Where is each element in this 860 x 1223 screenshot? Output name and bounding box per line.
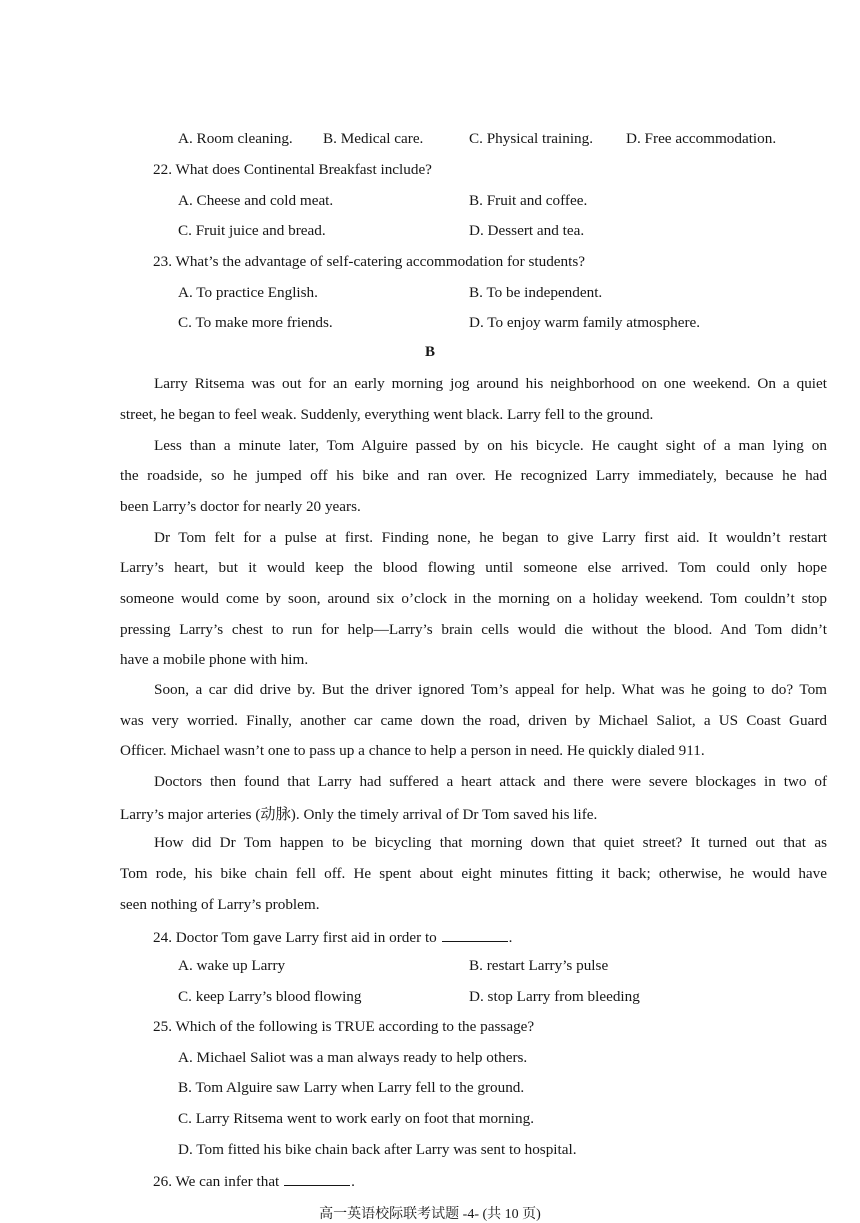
passage-line: been Larry’s doctor for nearly 20 years. [120, 498, 361, 515]
q26-stem [153, 1171, 355, 1191]
q24-option-c: C. keep Larry’s blood flowing [178, 988, 362, 1005]
q25-option-a: A. Michael Saliot was a man always ready to help others. [178, 1049, 528, 1066]
q21-option-b: B. Medical care. [323, 130, 424, 147]
answer-blank [442, 927, 508, 942]
page-footer: 高一英语校际联考试题 -4- (共 10 页) [319, 1207, 541, 1222]
q22-option-a: A. Cheese and cold meat. [178, 192, 334, 209]
q23-option-a: A. To practice English. [178, 284, 318, 301]
q25-stem: 25. Which of the following is TRUE according to the passage? [153, 1018, 535, 1035]
passage-line: How did Dr Tom happen to be bicycling that morning down that quiet street? It turned out that as [154, 834, 827, 851]
q25-option-c: C. Larry Ritsema went to work early on foot that morning. [178, 1110, 534, 1127]
q24-stem-text: 24. Doctor Tom gave Larry first aid in order to [153, 929, 437, 946]
q22-option-c: C. Fruit juice and bread. [178, 222, 326, 239]
q21-option-a: A. Room cleaning. [178, 130, 293, 147]
passage-line: Tom rode, his bike chain fell off. He spent about eight minutes fitting it back; otherwise, he would have [120, 865, 827, 882]
passage-line: someone would come by soon, around six o’clock in the morning on a holiday weekend. Tom couldn’t stop [120, 590, 827, 607]
q23-stem: 23. What’s the advantage of self-catering accommodation for students? [153, 253, 585, 270]
q26-stem-text: 26. We can infer that [153, 1173, 280, 1190]
q24-stem [153, 927, 512, 947]
answer-blank [284, 1171, 350, 1186]
q24-option-d: D. stop Larry from bleeding [469, 988, 640, 1005]
passage-line: was very worried. Finally, another car came down the road, driven by Michael Saliot, a US Coast Guard [120, 712, 827, 729]
q26-stem-end: . [351, 1173, 355, 1190]
passage-line: Soon, a car did drive by. But the driver ignored Tom’s appeal for help. What was he going to do? Tom [154, 681, 827, 698]
q25-option-d: D. Tom fitted his bike chain back after Larry was sent to hospital. [178, 1141, 577, 1158]
passage-line: Less than a minute later, Tom Alguire passed by on his bicycle. He caught sight of a man lying on [154, 437, 827, 454]
passage-line: Larry’s heart, but it would keep the blood flowing until someone else arrived. Tom could only hope [120, 559, 827, 576]
passage-line: street, he began to feel weak. Suddenly, everything went black. Larry fell to the ground. [120, 406, 654, 423]
q22-stem: 22. What does Continental Breakfast include? [153, 161, 432, 178]
passage-line: Dr Tom felt for a pulse at first. Finding none, he began to give Larry first aid. It wouldn’t restart [154, 529, 827, 546]
q21-option-c: C. Physical training. [469, 130, 594, 147]
q21-option-d: D. Free accommodation. [626, 130, 777, 147]
passage-line: pressing Larry’s chest to run for help—Larry’s brain cells would die without the blood. And Tom didn’t [120, 621, 827, 638]
passage-line: Doctors then found that Larry had suffered a heart attack and there were severe blockages in two of [154, 773, 827, 790]
q25-option-b: B. Tom Alguire saw Larry when Larry fell to the ground. [178, 1079, 525, 1096]
section-b-heading: B [424, 344, 435, 360]
q24-option-b: B. restart Larry’s pulse [469, 957, 609, 974]
q24-option-a: A. wake up Larry [178, 957, 286, 974]
q23-option-c: C. To make more friends. [178, 314, 333, 331]
q22-option-d: D. Dessert and tea. [469, 222, 585, 239]
q22-option-b: B. Fruit and coffee. [469, 192, 588, 209]
passage-line: the roadside, so he jumped off his bike and ran over. He recognized Larry immediately, because he had [120, 467, 827, 484]
passage-line: have a mobile phone with him. [120, 651, 309, 668]
passage-line: Larry’s major arteries (动脉). Only the timely arrival of Dr Tom saved his life. [120, 806, 598, 823]
passage-line: seen nothing of Larry’s problem. [120, 896, 320, 913]
passage-line: Officer. Michael wasn’t one to pass up a chance to help a person in need. He quickly dialed 911. [120, 742, 705, 759]
q24-stem-end: . [508, 929, 513, 946]
q23-option-d: D. To enjoy warm family atmosphere. [469, 314, 701, 331]
passage-line: Larry Ritsema was out for an early morning jog around his neighborhood on one weekend. On a quiet [154, 375, 827, 392]
q23-option-b: B. To be independent. [469, 284, 603, 301]
